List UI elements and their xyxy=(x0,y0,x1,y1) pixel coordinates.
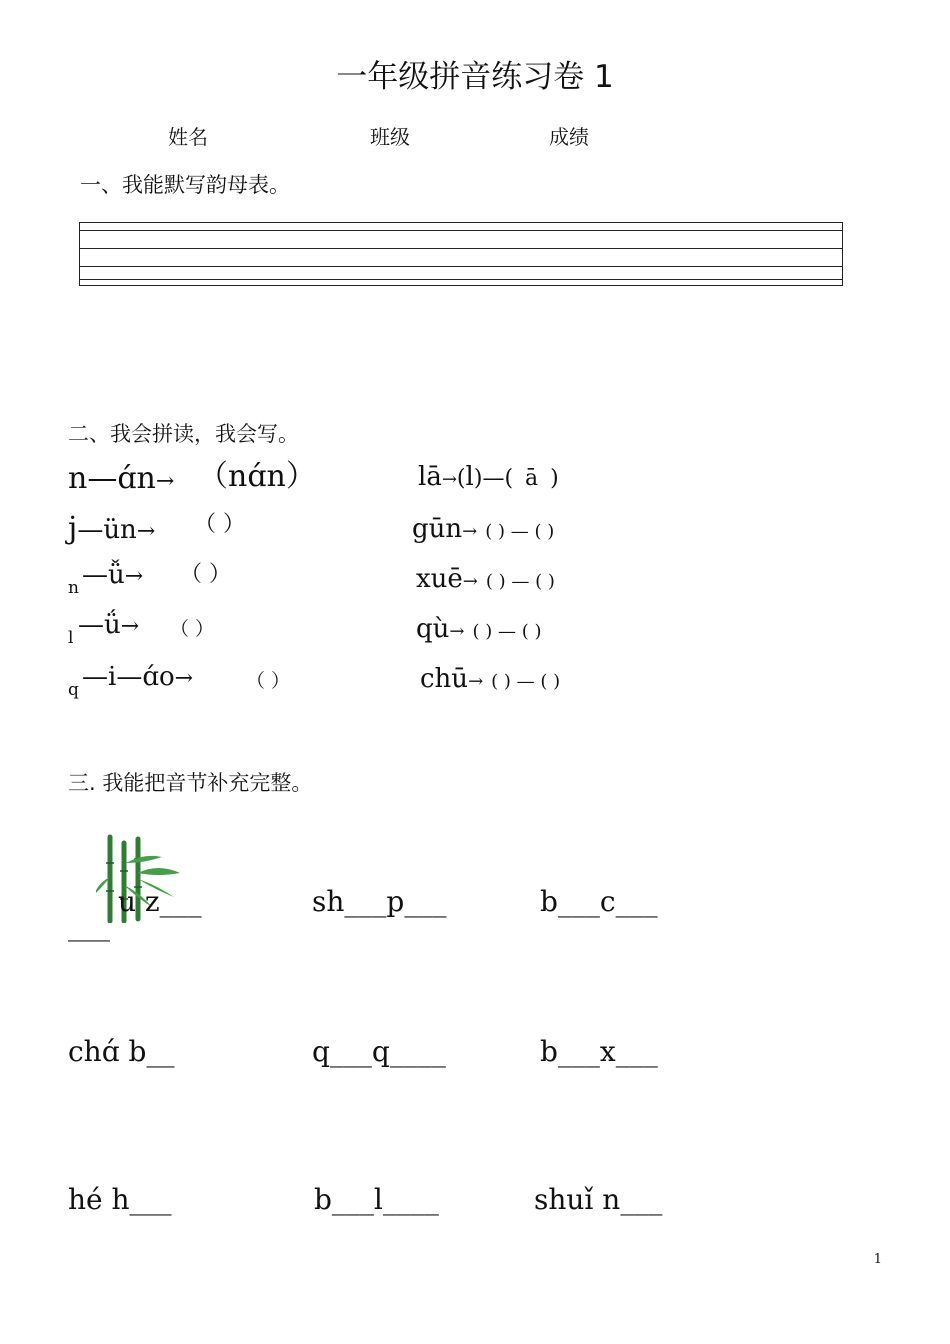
final: ɑ́o xyxy=(142,662,175,692)
fill-blank-item[interactable]: shuǐ n___ xyxy=(534,1183,663,1216)
class-field-label: 班级 xyxy=(370,125,410,149)
dash: — xyxy=(116,662,143,692)
page-title: 一年级拼音练习卷 1 xyxy=(336,59,614,95)
exercise-row xyxy=(82,562,143,588)
fill-blank-item[interactable]: q___q____ xyxy=(312,1035,446,1068)
syllable: xuē xyxy=(416,564,463,594)
final: ǘ xyxy=(104,610,121,640)
paren-close: ) xyxy=(550,466,559,491)
arrow-icon: → xyxy=(462,571,478,592)
medial: i xyxy=(108,662,117,692)
fill-blank-item[interactable]: sh___p___ xyxy=(312,885,447,918)
page-number: 1 xyxy=(873,1252,882,1267)
exercise-row xyxy=(418,464,559,490)
syllable: qù xyxy=(416,614,450,644)
answer-blanks[interactable]: ( ) — ( ) xyxy=(472,621,542,642)
arrow-icon: → xyxy=(468,671,484,692)
arrow-icon: → xyxy=(462,521,478,542)
answer-blank[interactable]: （ ） xyxy=(170,618,215,640)
fill-blank-item[interactable]: u z___ xyxy=(118,885,202,918)
answer-final: ā xyxy=(525,466,539,491)
initial: n xyxy=(68,578,79,598)
exercise-row xyxy=(68,461,175,496)
answer-blanks[interactable]: ( ) — ( ) xyxy=(485,571,555,592)
syllable: chū xyxy=(420,664,469,694)
arrow-icon: → xyxy=(441,469,457,490)
final: ün xyxy=(103,515,137,545)
fill-blank-item[interactable]: hé h___ xyxy=(68,1183,172,1216)
exercise-row xyxy=(78,612,139,638)
exercise-row xyxy=(82,664,193,690)
initial: q xyxy=(68,680,79,700)
arrow-icon: → xyxy=(174,666,194,691)
dash: — xyxy=(78,610,104,640)
score-field-label: 成绩 xyxy=(549,125,589,149)
arrow-icon: → xyxy=(155,469,175,494)
dash: — xyxy=(482,466,505,491)
staff-line xyxy=(80,248,842,249)
fill-blank-item[interactable]: ___ xyxy=(68,909,110,942)
fill-blank-item[interactable]: b___l____ xyxy=(314,1183,439,1216)
initial: j xyxy=(68,511,78,546)
arrow-icon: → xyxy=(136,519,156,544)
name-field-label: 姓名 xyxy=(168,125,208,149)
staff-line xyxy=(80,230,842,231)
final: ɑ́n xyxy=(117,461,156,496)
staff-line xyxy=(80,279,842,280)
staff-line xyxy=(80,266,842,267)
answer-blank[interactable]: （ ） xyxy=(180,562,231,587)
answer-blanks[interactable]: ( ) — ( ) xyxy=(485,521,555,542)
syllable: gūn xyxy=(412,514,463,544)
initial: n xyxy=(68,461,88,496)
fill-blank-item[interactable]: b___c___ xyxy=(540,885,658,918)
answer-blank: （nɑ́n） xyxy=(198,459,316,494)
exercise-row xyxy=(416,616,541,642)
final: ǚ xyxy=(108,560,125,590)
section2-heading: 二、我会拼读，我会写。 xyxy=(68,422,299,446)
answer-blank[interactable]: （ ） xyxy=(246,670,291,692)
arrow-icon: → xyxy=(120,614,140,639)
paren-open: ( xyxy=(504,466,514,491)
answer-blanks[interactable]: ( ) — ( ) xyxy=(491,671,561,692)
fill-blank-item[interactable]: b___x___ xyxy=(540,1035,658,1068)
writing-staff[interactable] xyxy=(79,222,843,286)
fill-blank-item[interactable]: chɑ́ b__ xyxy=(68,1035,175,1068)
answer-initial: l xyxy=(465,462,474,492)
section1-heading: 一、我能默写韵母表。 xyxy=(80,173,290,197)
exercise-row xyxy=(68,511,156,546)
syllable: lā xyxy=(418,462,442,492)
paren-close: ) xyxy=(473,466,483,491)
exercise-row xyxy=(416,566,555,592)
exercise-row xyxy=(412,516,554,542)
paren-open: ( xyxy=(456,466,466,491)
arrow-icon: → xyxy=(449,621,465,642)
dash: — xyxy=(87,461,118,496)
initial: l xyxy=(68,628,74,648)
arrow-icon: → xyxy=(124,564,144,589)
answer-blank[interactable]: （ ） xyxy=(194,512,245,537)
dash: — xyxy=(82,560,108,590)
dash: — xyxy=(82,662,108,692)
section3-heading: 三. 我能把音节补充完整。 xyxy=(68,771,313,795)
exercise-row xyxy=(420,666,560,692)
dash: — xyxy=(77,515,104,545)
